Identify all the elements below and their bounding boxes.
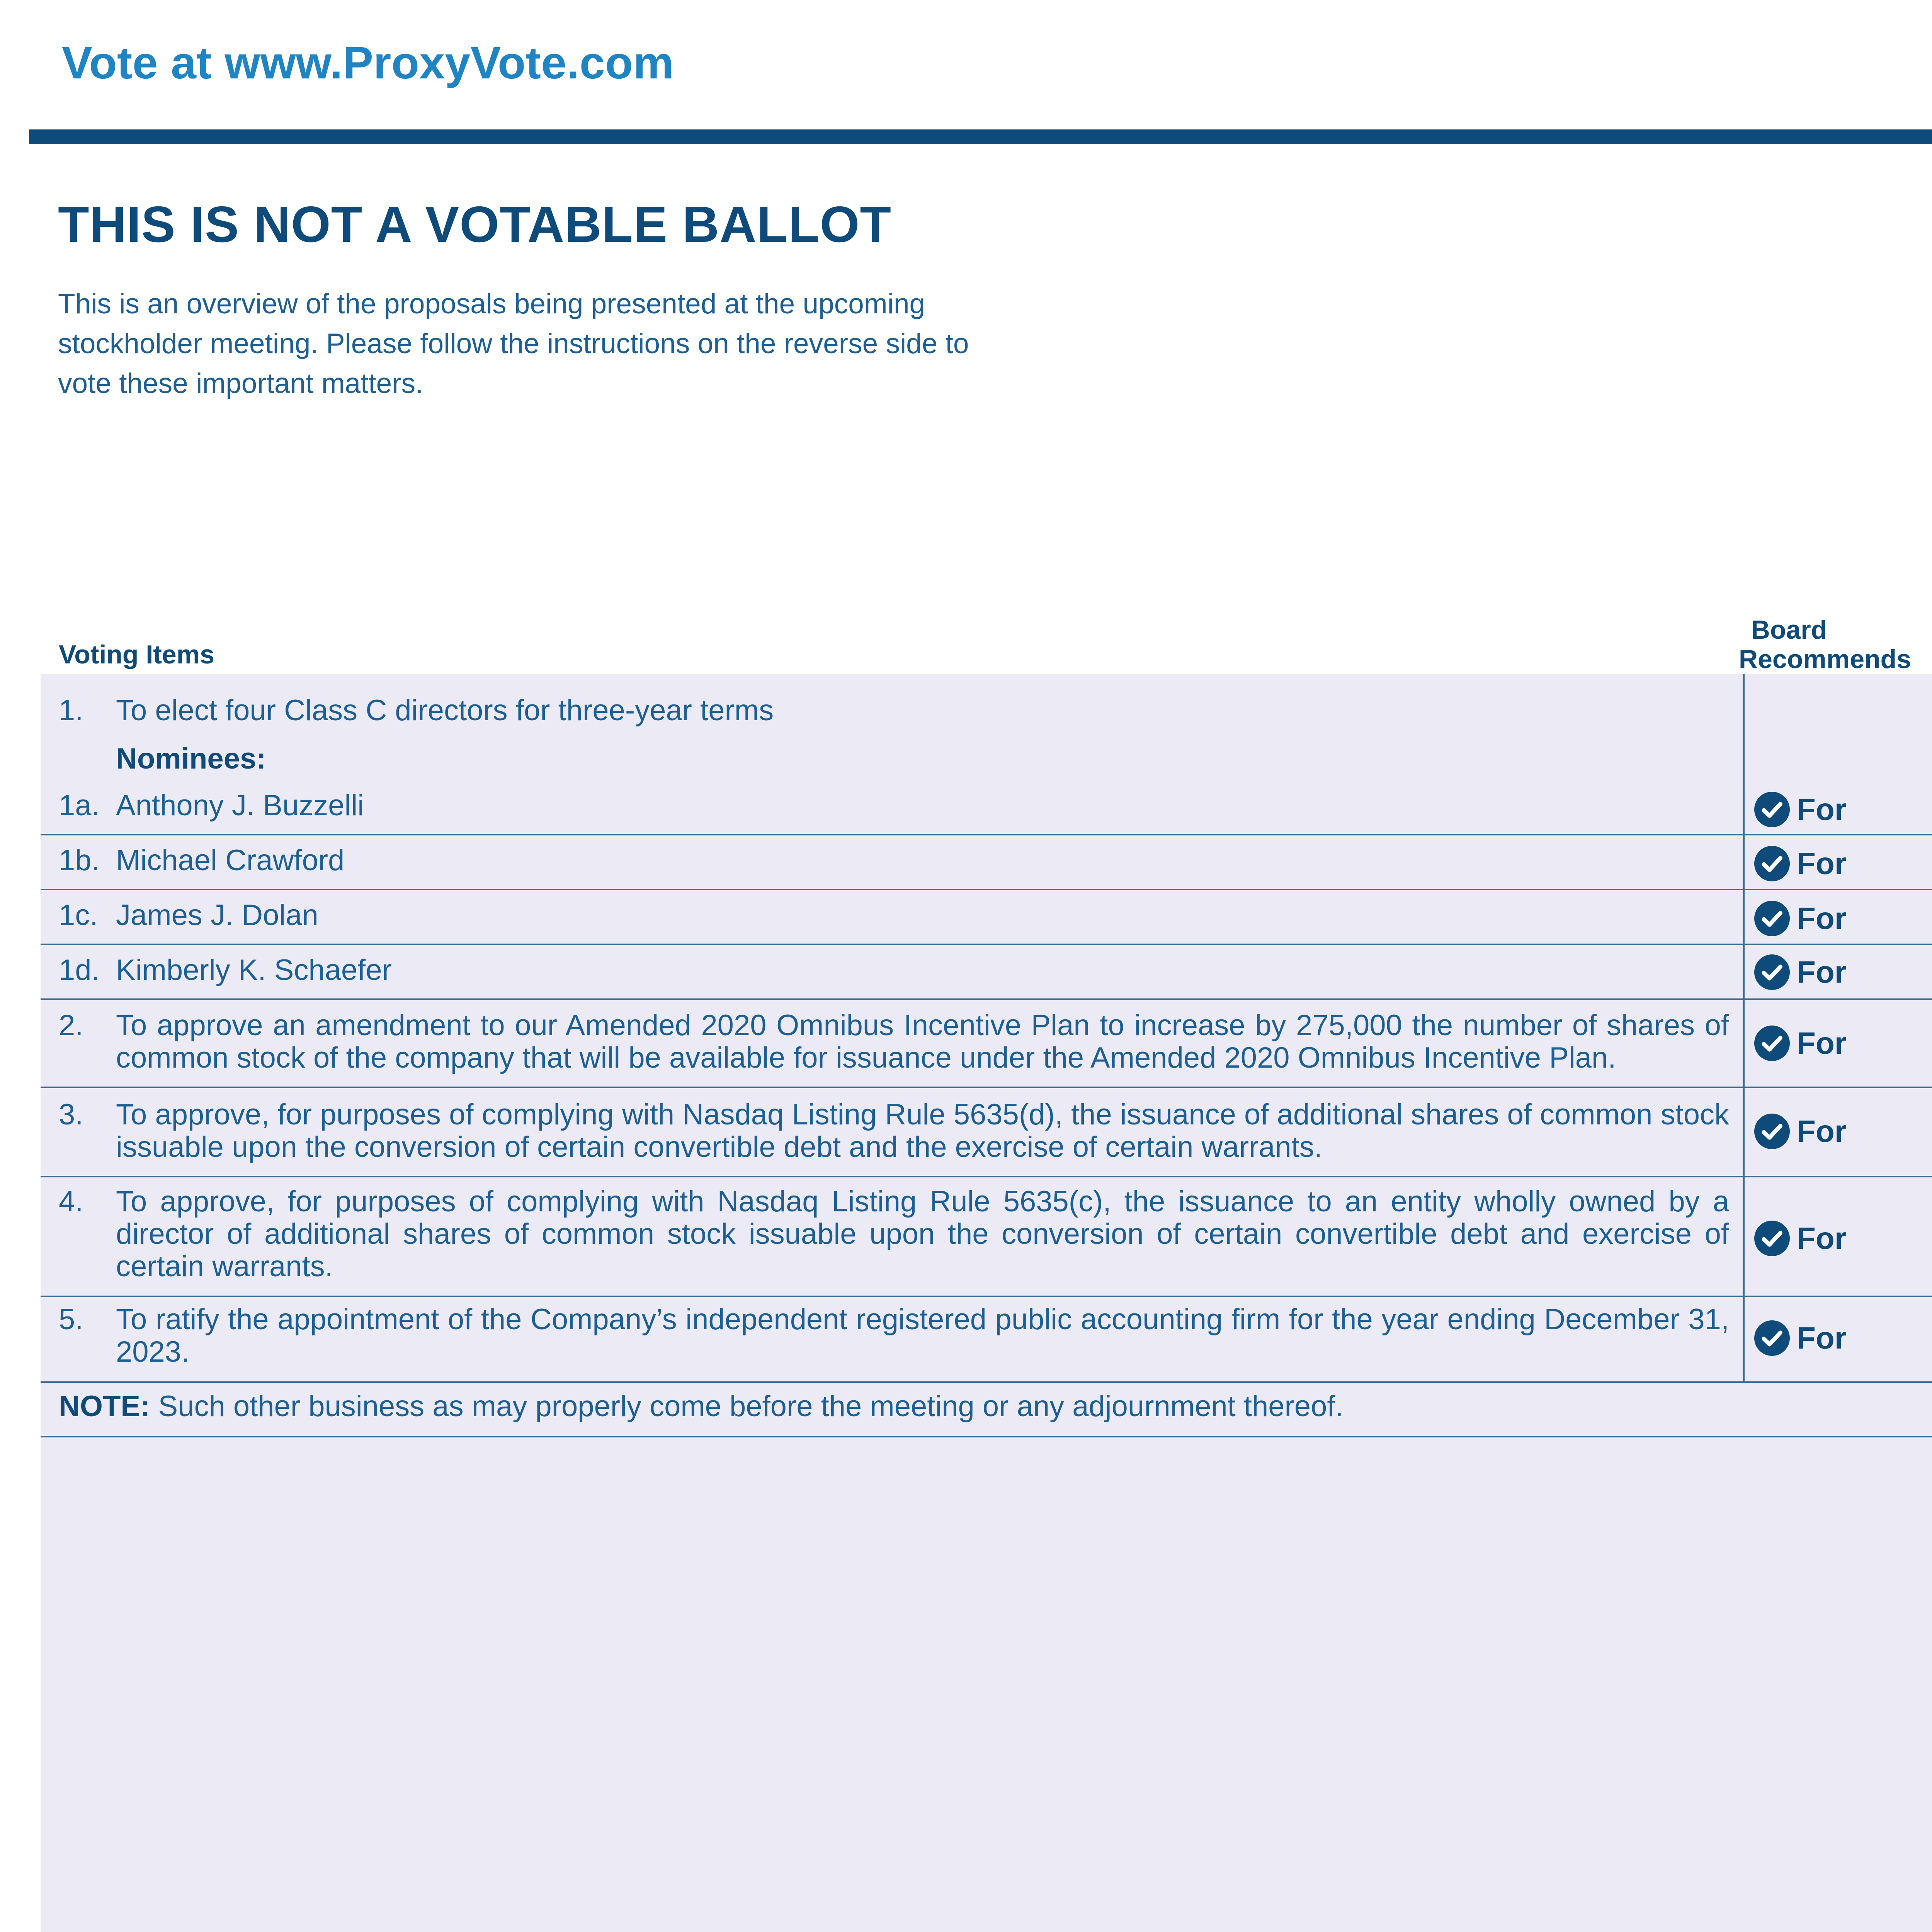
voting-items-header: Voting Items (59, 640, 214, 669)
board-recommendation (1754, 790, 1847, 829)
note-label: NOTE: (59, 1390, 150, 1423)
recommendation-label: For (1797, 1321, 1847, 1355)
board-recommendation (1754, 1319, 1847, 1357)
check-circle-icon (1754, 1221, 1790, 1256)
board-recommendation (1754, 953, 1847, 992)
check-circle-icon (1754, 1114, 1790, 1149)
item-number: 1d. (59, 954, 100, 986)
recommendation-label: For (1797, 1026, 1847, 1060)
item-text: To approve, for purposes of complying with Nasdaq Listing Rule 5635(d), the issuance of additional shares of common stock issuable upon the conversion of certain convertible debt and the exercise of certain warrants. (116, 1098, 1729, 1163)
item-number: 1a. (59, 789, 100, 822)
item-number: 4. (59, 1185, 83, 1218)
row-divider (41, 1381, 1932, 1383)
item-number: 1. (59, 694, 83, 727)
nominee-name: James J. Dolan (116, 899, 318, 932)
check-circle-icon (1754, 792, 1790, 827)
row-divider (41, 944, 1932, 945)
recommendation-label: For (1797, 901, 1847, 935)
check-circle-icon (1754, 1320, 1790, 1356)
recommendation-label: For (1797, 955, 1847, 989)
nominee-name: Michael Crawford (116, 844, 345, 877)
recommendation-column-divider (1743, 674, 1745, 1382)
board-recommendation (1754, 844, 1847, 883)
header-divider (29, 129, 1932, 144)
item-text: To approve, for purposes of complying with Nasdaq Listing Rule 5635(c), the issuance to an entity wholly owned by a director of additional shares of common stock issuable upon the conversion of certain convertible debt and exercise of certain warrants. (116, 1185, 1729, 1283)
nominee-name: Kimberly K. Schaefer (116, 954, 392, 986)
row-divider (41, 834, 1932, 835)
note-text (59, 1390, 1344, 1423)
item-number: 2. (59, 1009, 83, 1042)
recommendation-label: For (1797, 846, 1847, 881)
check-circle-icon (1754, 846, 1790, 881)
row-divider (41, 889, 1932, 890)
row-divider (41, 1087, 1932, 1088)
check-circle-icon (1754, 954, 1790, 990)
nominee-name: Anthony J. Buzzelli (116, 789, 364, 822)
row-divider (41, 1296, 1932, 1297)
board-recommends-header: Board Recommends (1739, 615, 1911, 674)
recommendation-label: For (1797, 1221, 1847, 1255)
page-title: THIS IS NOT A VOTABLE BALLOT (58, 196, 892, 253)
item-text: To ratify the appointment of the Company’s independent registered public accounting firm for the year ending December 31, 2023. (116, 1303, 1729, 1368)
item-number: 1b. (59, 844, 100, 877)
item-number: 3. (59, 1098, 83, 1131)
intro-paragraph: This is an overview of the proposals being presented at the upcoming stockholder meeting. Please follow the instructions on the reverse side to vote these important matters. (58, 288, 969, 399)
nominees-label: Nominees: (116, 742, 266, 775)
item-text: To approve an amendment to our Amended 2020 Omnibus Incentive Plan to increase by 275,000 the number of shares of common stock of the company that will be available for issuance under the Amended 2020 Omnibus Incentive Plan. (116, 1009, 1729, 1074)
note-body: Such other business as may properly come before the meeting or any adjournment thereof. (150, 1390, 1344, 1423)
check-circle-icon (1754, 901, 1790, 936)
row-divider (41, 1176, 1932, 1177)
recommendation-label: For (1797, 792, 1847, 827)
item-text: To elect four Class C directors for three-year terms (116, 694, 774, 727)
proxyvote-header-link[interactable]: Vote at www.ProxyVote.com (62, 37, 674, 88)
board-recommendation (1754, 899, 1847, 938)
row-divider (41, 998, 1932, 1000)
item-number: 1c. (59, 899, 98, 932)
check-circle-icon (1754, 1026, 1790, 1061)
row-divider (41, 1436, 1932, 1437)
board-recommendation (1754, 1219, 1847, 1258)
recommendation-label: For (1797, 1114, 1847, 1148)
board-recommendation (1754, 1024, 1847, 1063)
item-number: 5. (59, 1303, 83, 1336)
board-recommendation (1754, 1112, 1847, 1151)
